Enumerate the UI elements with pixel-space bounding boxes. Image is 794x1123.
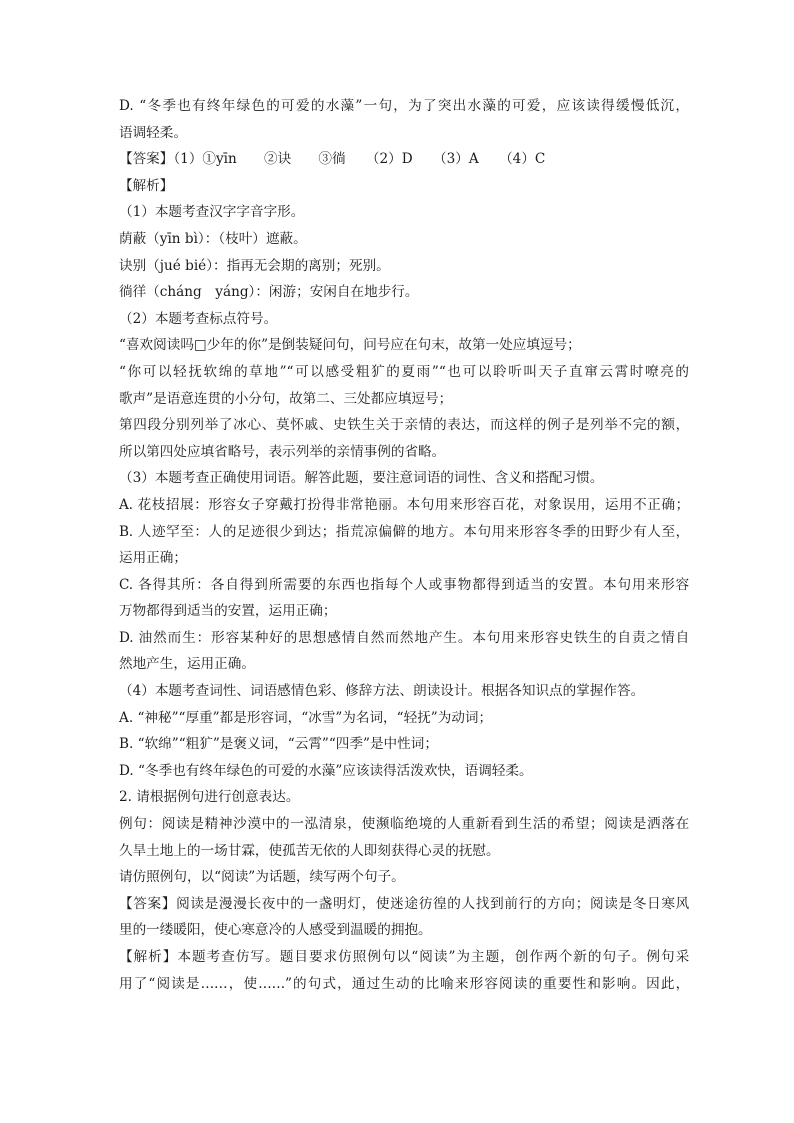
text-line: 用了“阅读是……，使……”的句式，通过生动的比喻来形容阅读的重要性和影响。因此， [119, 975, 689, 992]
text-line: A. 花枝招展：形容女子穿戴打扮得非常艳丽。本句用来形容百花，对象误用，运用不正确； [119, 496, 689, 513]
text-line: （1）本题考查汉字字音字形。 [119, 204, 305, 221]
text-line: B. “软绵”“粗犷”是褒义词，“云霄”“四季”是中性词； [119, 736, 438, 753]
answer-line: 【答案】阅读是漫漫长夜中的一盏明灯，使迷途彷徨的人找到前行的方向；阅读是冬日寒风 [119, 895, 689, 912]
text-line: D. 油然而生：形容某种好的思想感情自然而然地产生。本句用来形容史铁生的自责之情自 [119, 629, 689, 646]
text-line: 所以第四处应填省略号，表示列举的亲情事例的省略。 [119, 443, 446, 460]
text-line: 运用正确； [119, 550, 187, 567]
analysis-heading: 【解析】 [119, 177, 174, 194]
text-line: 语调轻柔。 [119, 124, 187, 141]
text-line: 诀别（jué bié）：指再无会期的离别；死别。 [119, 257, 390, 274]
text-line: 例句：阅读是精神沙漠中的一泓清泉，使濒临绝境的人重新看到生活的希望；阅读是洒落在 [119, 816, 689, 833]
text-line: 歌声”是语意连贯的小分句，故第二、三处都应填逗号； [119, 390, 453, 407]
text-line: 久旱土地上的一场甘霖，使孤苦无依的人即刻获得心灵的抚慰。 [119, 842, 500, 859]
text-line: 第四段分别列举了冰心、莫怀戚、史铁生关于亲情的表达，而这样的例子是列举不完的额， [119, 417, 689, 434]
text-line: （4）本题考查词性、词语感情色彩、修辞方法、朗读设计。根据各知识点的掌握作答。 [119, 683, 645, 700]
text-line: 荫蔽（yīn bì）：（枝叶）遮蔽。 [119, 230, 307, 247]
text-line: “喜欢阅读吗□少年的你”是倒装疑问句，问号应在句末，故第一处应填逗号； [119, 337, 581, 354]
text-line: “你可以轻抚软绵的草地”“可以感受粗犷的夏雨”“也可以聆听叫天子直窜云霄时嘹亮的 [119, 363, 689, 380]
text-line: D. “冬季也有终年绿色的可爱的水藻”应该读得活泼欢快，语调轻柔。 [119, 762, 533, 779]
analysis-line: 【解析】本题考查仿写。题目要求仿照例句以“阅读”为主题，创作两个新的句子。例句采 [119, 949, 689, 965]
document-body [119, 93, 689, 997]
text-line: 万物都得到适当的安置，运用正确； [119, 603, 337, 620]
text-line: 请仿照例句，以“阅读”为话题，续写两个句子。 [119, 869, 405, 886]
text-line: （3）本题考查正确使用词语。解答此题，要注意词语的词性、含义和搭配习惯。 [119, 470, 604, 487]
text-line: D. “冬季也有终年绿色的可爱的水藻”一句，为了突出水藻的可爱，应该读得缓慢低沉， [119, 98, 689, 114]
text-line: 里的一缕暖阳，使心寒意冷的人感受到温暖的拥抱。 [119, 922, 432, 939]
text-line: （2）本题考查标点符号。 [119, 310, 278, 327]
text-line: B. 人迹罕至：人的足迹很少到达；指荒凉偏僻的地方。本句用来形容冬季的田野少有人至， [119, 523, 689, 540]
text-line: 然地产生，运用正确。 [119, 656, 255, 673]
answer-line: 【答案】（1）①yīn ②诀 ③徜 （2）D （3）A （4）C [119, 151, 546, 168]
text-line: A. “神秘”“厚重”都是形容词，“冰雪”为名词，“轻抚”为动词； [119, 709, 493, 726]
text-line: C. 各得其所：各自得到所需要的东西也指每个人或事物都得到适当的安置。本句用来形容 [119, 576, 689, 593]
text-line: 徜徉（cháng yáng）：闲游；安闲自在地步行。 [119, 284, 419, 301]
question-heading: 2. 请根据例句进行创意表达。 [119, 789, 300, 806]
